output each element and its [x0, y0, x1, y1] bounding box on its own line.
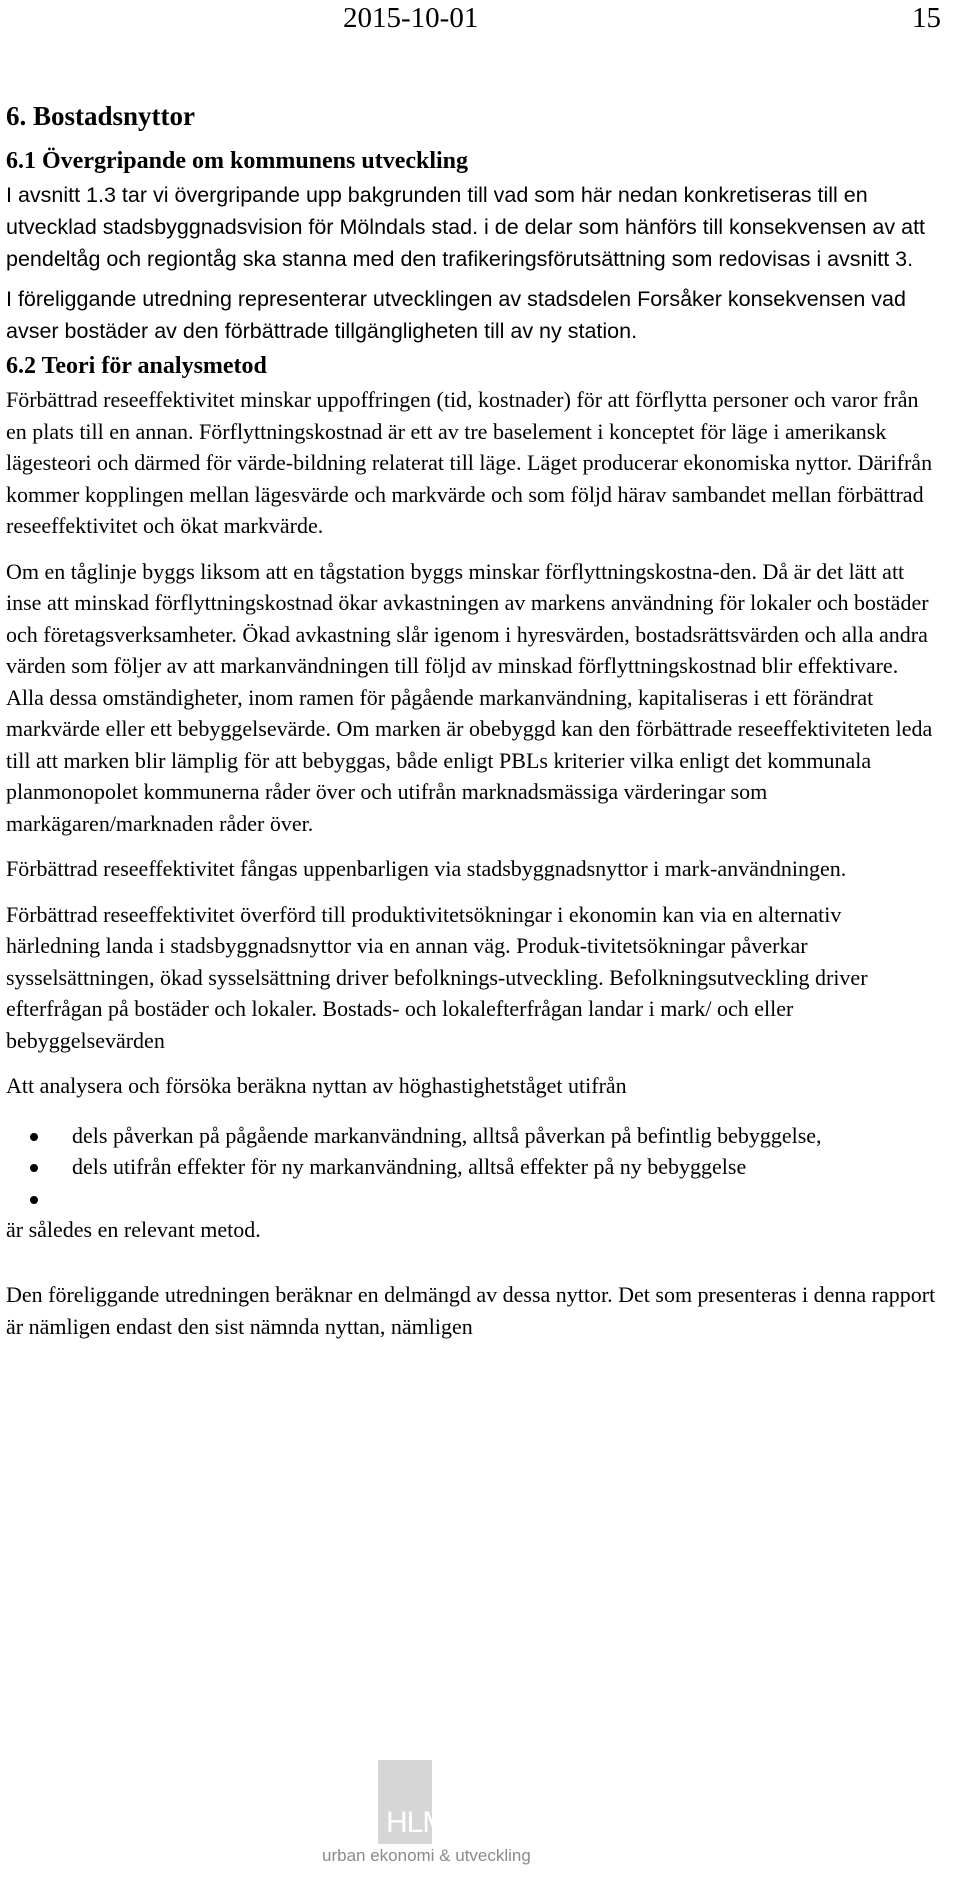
list-item-text: dels utifrån effekter för ny markanvändning, alltså effekter på ny bebyggelse	[72, 1154, 747, 1179]
header-page-number: 15	[912, 2, 941, 34]
paragraph: Den föreliggande utredningen beräknar en delmängd av dessa nyttor. Det som presenteras i denna rapport är nämligen endast den sist nämnda nyttan, nämligen	[6, 1282, 936, 1339]
paragraph: Förbättrad reseeffektivitet fångas uppenbarligen via stadsbyggnadsnyttor i mark-användningen.	[6, 856, 847, 881]
list-item	[6, 1120, 940, 1152]
paragraph: är således en relevant metod.	[6, 1216, 261, 1242]
bullet-icon	[30, 1164, 38, 1172]
page-header	[0, 0, 960, 60]
list-item-text: dels påverkan på pågående markanvändning, alltså påverkan på befintlig bebyggelse,	[72, 1122, 822, 1148]
subsection-heading-6-1: 6.1 Övergripande om kommunens utveckling	[6, 148, 469, 174]
section-heading: 6. Bostadsnyttor	[6, 101, 196, 131]
paragraph: Att analysera och försöka beräkna nyttan av höghastighetståget utifrån	[6, 1073, 627, 1098]
paragraph: Förbättrad reseeffektivitet minskar uppoffringen (tid, kostnader) för att förflytta personer och varor från en plats till en annan. Förflyttningskostnad är ett av tre baselement i konceptet för läge i amerikansk lägesteori och därmed för värde-bildning relaterat till läge. Läget producerar ekonomiska nyttor. Därifrån kommer kopplingen mellan lägesvärde och markvärde och som följd härav sambandet mellan förbättrad reseeffektivitet och ökat markvärde.	[6, 387, 933, 538]
paragraph: Förbättrad reseeffektivitet överförd till produktivitetsökningar i ekonomin kan via en alternativ härledning landa i stadsbyggnadsnyttor via en annan väg. Produk-tivitetsökningar påverkar sysselsättningen, ökad sysselsättning driver befolknings-utveckling. Befolkningsutveckling driver efterfrågan på bostäder och lokaler. Bostads- och lokalefterfrågan landar i mark/ och eller bebyggelsevärden	[6, 901, 868, 1053]
list-item	[6, 1151, 940, 1183]
paragraph: I avsnitt 1.3 tar vi övergripande upp bakgrunden till vad som här nedan konkretiseras till en utvecklad stadsbyggnadsvision för Mölndals stad. i de delar som hänförs till konsekvensen av att pendeltåg och regiontåg ska stanna med den trafikeringsförutsättning som redovisas i avsnitt 3.	[6, 183, 926, 271]
bullet-icon	[30, 1196, 38, 1204]
paragraph: I föreliggande utredning representerar utvecklingen av stadsdelen Forsåker konsekvensen vad avser bostäder av den förbättrade tillgängligheten till av ny station.	[6, 287, 906, 343]
logo-tagline: urban ekonomi & utveckling	[322, 1846, 531, 1865]
bullet-icon	[30, 1133, 38, 1141]
list-item	[6, 1183, 940, 1214]
header-date: 2015-10-01	[343, 2, 479, 34]
bullet-list	[6, 1120, 940, 1214]
company-logo	[322, 1760, 552, 1870]
logo-text: HLM	[386, 1806, 447, 1839]
main-content	[6, 98, 940, 1342]
paragraph: Om en tåglinje byggs liksom att en tågstation byggs minskar förflyttningskostna-den. Då är det lätt att inse att minskad förflyttningskostnad ökar avkastningen av markens användning för lokaler och bostäder och företagsverksamheter. Ökad avkastning slår igenom i hyresvärden, bostadsrättsvärden och alla andra värden som följer av att markanvändningen till följd av minskad förflyttningskostnad blir effektivare. Alla dessa omständigheter, inom ramen för pågående markanvändning, kapitaliseras i ett förändrat markvärde eller ett bebyggelsevärde. Om marken är obebyggd kan den förbättrade reseeffektiviteten leda till att marken blir lämplig för att bebyggas, både enligt PBLs kriterier vilka enligt det kommunala planmonopolet kommunerna råder över och utifrån marknadsmässiga värderingar som markägaren/marknaden råder över.	[6, 558, 933, 836]
subsection-heading-6-2: 6.2 Teori för analysmetod	[6, 353, 267, 379]
